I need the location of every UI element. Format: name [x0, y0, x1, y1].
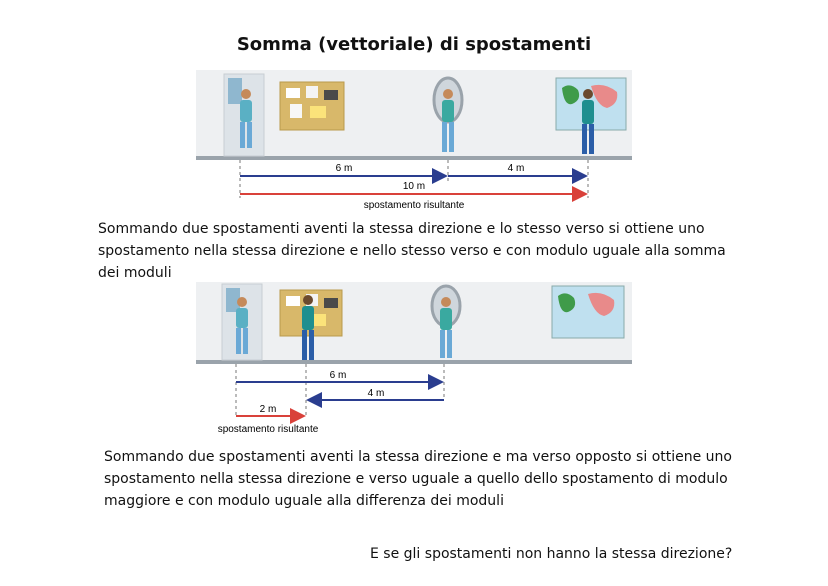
- closing-question: E se gli spostamenti non hanno la stessa direzione?: [370, 546, 733, 562]
- floor-line: [196, 360, 632, 364]
- paragraph-line: dei moduli: [98, 265, 172, 281]
- diagram-opposite-direction: [196, 282, 636, 438]
- paragraph-line: spostamento nella stessa direzione e verso uguale a quello dello spostamento di modulo: [104, 471, 728, 487]
- label-a: 6 m: [335, 163, 353, 174]
- paragraph-line: spostamento nella stessa direzione e nello stesso verso e con modulo uguale alla somma: [98, 243, 726, 259]
- paragraph-line: Sommando due spostamenti aventi la stessa direzione e ma verso opposto si ottiene uno: [104, 449, 732, 465]
- label-sum: 10 m: [402, 181, 426, 192]
- diagram-same-direction: [196, 70, 636, 218]
- label-diff: 2 m: [259, 404, 277, 415]
- paragraph-line: maggiore e con modulo uguale alla differenza dei moduli: [104, 493, 504, 509]
- door-glass: [228, 78, 242, 104]
- caption-resultant: spostamento risultante: [363, 200, 465, 211]
- floor-line: [196, 156, 632, 160]
- paragraph-line: Sommando due spostamenti aventi la stessa direzione e lo stesso verso si ottiene uno: [98, 221, 705, 237]
- label-b: 4 m: [507, 163, 525, 174]
- label-b: 4 m: [367, 388, 385, 399]
- paragraph-same-direction: [98, 218, 726, 284]
- page-title: Somma (vettoriale) di spostamenti: [236, 34, 592, 55]
- label-a: 6 m: [329, 370, 347, 381]
- paragraph-opposite-direction: [104, 446, 732, 512]
- caption-resultant: spostamento risultante: [217, 424, 319, 435]
